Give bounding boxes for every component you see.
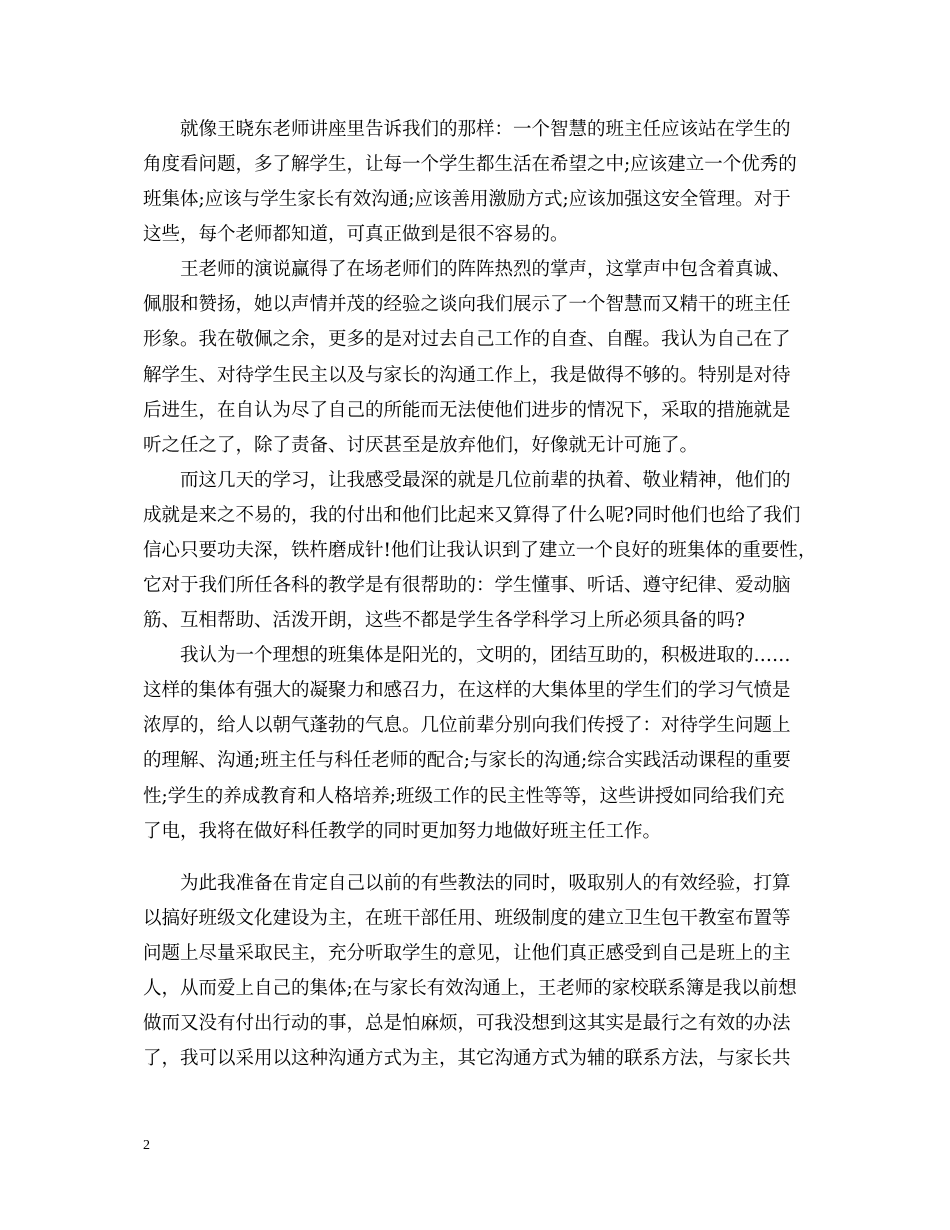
text-line: 佩服和赞扬，她以声情并茂的经验之谈向我们展示了一个智慧而又精干的班主任 (143, 294, 791, 315)
text-line: 信心只要功夫深，铁杵磨成针!他们让我认识到了建立一个良好的班集体的重要性， (143, 540, 817, 561)
text-line: 了电，我将在做好科任教学的同时更加努力地做好班主任工作。 (143, 821, 662, 842)
text-line: 解学生、对待学生民主以及与家长的沟通工作上，我是做得不够的。特别是对待 (143, 365, 791, 386)
text-line: 这样的集体有强大的凝聚力和感召力，在这样的大集体里的学生们的学习气愤是 (143, 680, 791, 701)
text-line: 为此我准备在肯定自己以前的有些教法的同时，吸取别人的有效经验，打算 (143, 873, 791, 894)
text-line: 了，我可以采用以这种沟通方式为主，其它沟通方式为辅的联系方法，与家长共 (143, 1048, 791, 1069)
text-line: 角度看问题，多了解学生，让每一个学生都生活在希望之中;应该建立一个优秀的 (143, 154, 797, 175)
text-line: 筋、互相帮助、活泼开朗，这些不都是学生各学科学习上所必须具备的吗? (143, 610, 745, 631)
text-line: 形象。我在敬佩之余，更多的是对过去自己工作的自查、自醒。我认为自己在了 (143, 329, 791, 350)
text-line: 的理解、沟通;班主任与科任老师的配合;与家长的沟通;综合实践活动课程的重要 (143, 750, 791, 771)
text-line: 它对于我们所任各科的教学是有很帮助的：学生懂事、听话、遵守纪律、爱动脑 (143, 575, 791, 596)
text-line: 人，从而爱上自己的集体;在与家长有效沟通上，王老师的家校联系簿是我以前想 (143, 978, 797, 999)
text-line: 班集体;应该与学生家长有效沟通;应该善用激励方式;应该加强这安全管理。对于 (143, 189, 791, 210)
text-line: 这些，每个老师都知道，可真正做到是很不容易的。 (143, 224, 569, 245)
text-line: 浓厚的，给人以朝气蓬勃的气息。几位前辈分别向我们传授了：对待学生问题上 (143, 715, 791, 736)
text-line: 而这几天的学习，让我感受最深的就是几位前辈的执着、敬业精神，他们的 (143, 470, 791, 491)
text-line: 后进生，在自认为尽了自己的所能而无法使他们进步的情况下，采取的措施就是 (143, 400, 791, 421)
text-line: 性;学生的养成教育和人格培养;班级工作的民主性等等，这些讲授如同给我们充 (143, 786, 785, 807)
text-line: 我认为一个理想的班集体是阳光的，文明的，团结互助的，积极进取的…… (143, 645, 791, 666)
text-line: 听之任之了，除了责备、讨厌甚至是放弃他们，好像就无计可施了。 (143, 435, 699, 456)
text-line: 就像王晓东老师讲座里告诉我们的那样：一个智慧的班主任应该站在学生的 (143, 119, 791, 140)
text-line: 做而又没有付出行动的事，总是怕麻烦，可我没想到这其实是最行之有效的办法 (143, 1013, 791, 1034)
page-number: 2 (143, 1138, 150, 1153)
text-line: 成就是来之不易的，我的付出和他们比起来又算得了什么呢?同时他们也给了我们 (143, 505, 801, 526)
text-line: 王老师的演说赢得了在场老师们的阵阵热烈的掌声，这掌声中包含着真诚、 (143, 259, 791, 280)
text-line: 以搞好班级文化建设为主，在班干部任用、班级制度的建立卫生包干教室布置等 (143, 908, 791, 929)
text-line: 问题上尽量采取民主，充分听取学生的意见，让他们真正感受到自己是班上的主 (143, 943, 791, 964)
